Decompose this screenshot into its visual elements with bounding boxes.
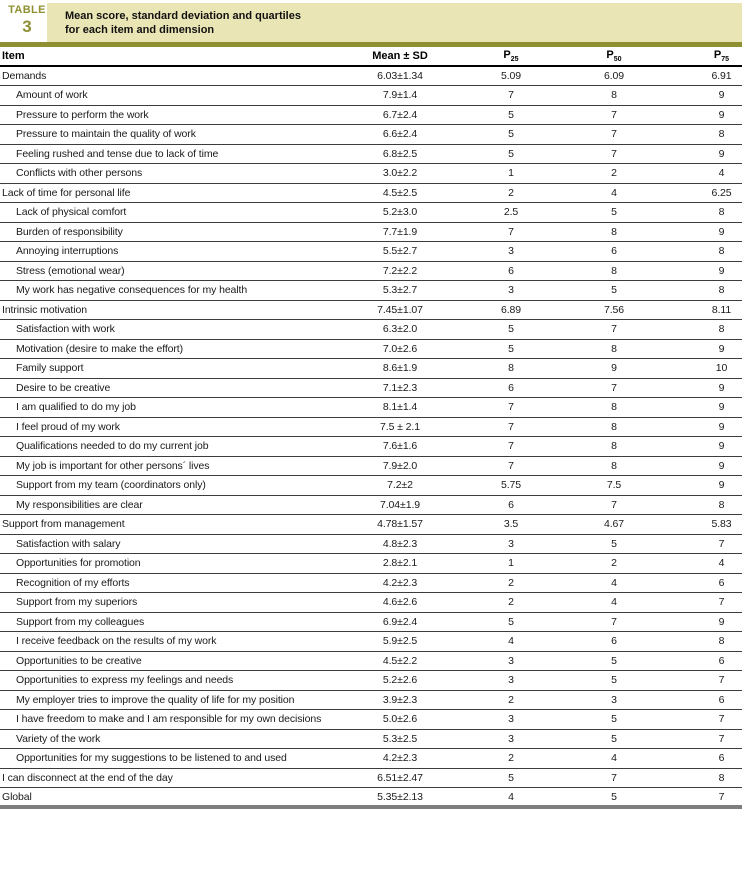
table-row — [0, 359, 742, 379]
p75-value: 9 — [661, 456, 742, 476]
mean-sd-value: 7.5 ± 2.1 — [345, 417, 455, 437]
table-row — [0, 690, 742, 710]
p25-value: 7 — [455, 456, 567, 476]
mean-sd-value: 4.6±2.6 — [345, 593, 455, 613]
item-label: Amount of work — [0, 86, 345, 106]
p75-value: 7 — [661, 534, 742, 554]
item-label: Support from management — [0, 515, 345, 535]
p75-value: 9 — [661, 86, 742, 106]
p25-value: 2 — [455, 749, 567, 769]
item-label: I am qualified to do my job — [0, 398, 345, 418]
mean-sd-value: 7.7±1.9 — [345, 222, 455, 242]
table-row — [0, 300, 742, 320]
table-body — [0, 66, 742, 807]
table-row — [0, 554, 742, 574]
stats-table — [0, 47, 742, 809]
table-title-line1: Mean score, standard deviation and quartiles — [65, 10, 301, 22]
p25-value: 7 — [455, 86, 567, 106]
table-row — [0, 573, 742, 593]
table-row — [0, 437, 742, 457]
table-row — [0, 729, 742, 749]
p25-value: 7 — [455, 437, 567, 457]
table-row — [0, 144, 742, 164]
item-label: Global — [2, 790, 32, 803]
col-header-p75 — [661, 47, 742, 66]
p75-value: 10 — [661, 359, 742, 379]
p75-value: 8 — [661, 125, 742, 145]
p75-value: 7 — [661, 729, 742, 749]
p75-sub: 75 — [721, 56, 730, 64]
item-label: I can disconnect at the end of the day — [0, 768, 345, 788]
table-row — [0, 476, 742, 496]
p50-value: 8 — [567, 398, 661, 418]
p50-value: 7 — [567, 125, 661, 145]
item-label: Intrinsic motivation — [0, 300, 345, 320]
table-row — [0, 125, 742, 145]
table-row — [0, 671, 742, 691]
p50-value: 7 — [567, 378, 661, 398]
table-row — [0, 651, 742, 671]
title-band — [47, 3, 742, 42]
mean-sd-value: 5.9±2.5 — [345, 632, 455, 652]
p50-value: 8 — [567, 456, 661, 476]
item-label: Opportunities for promotion — [0, 554, 345, 574]
p50-value: 7 — [567, 320, 661, 340]
p75-value: 8 — [661, 203, 742, 223]
mean-sd-value: 7.1±2.3 — [345, 378, 455, 398]
item-label: Satisfaction with salary — [0, 534, 345, 554]
p75-value: 8 — [661, 242, 742, 262]
item-label: Stress (emotional wear) — [0, 261, 345, 281]
p50-value: 4 — [567, 183, 661, 203]
p50-value: 6.09 — [567, 66, 661, 86]
table-row — [0, 281, 742, 301]
mean-sd-value: 6.3±2.0 — [345, 320, 455, 340]
p75-value: 8 — [661, 632, 742, 652]
mean-sd-value: 5.3±2.5 — [345, 729, 455, 749]
p50-value: 5 — [567, 710, 661, 730]
item-label: Motivation (desire to make the effort) — [0, 339, 345, 359]
mean-sd-value: 6.7±2.4 — [345, 105, 455, 125]
column-header-row — [0, 47, 742, 66]
item-label: My responsibilities are clear — [0, 495, 345, 515]
p25-value: 7 — [455, 222, 567, 242]
table-row — [0, 632, 742, 652]
p25-value: 7 — [455, 398, 567, 418]
p25-value: 5 — [455, 144, 567, 164]
item-label: My work has negative consequences for my health — [0, 281, 345, 301]
p75-value: 4 — [661, 554, 742, 574]
table-row — [0, 593, 742, 613]
mean-sd-value: 5.2±2.6 — [345, 671, 455, 691]
table-label: TABLE — [8, 4, 46, 16]
p75-value: 9 — [661, 222, 742, 242]
p25-value: 3 — [455, 671, 567, 691]
p75-value: 8 — [661, 320, 742, 340]
p75-value: 9 — [661, 476, 742, 496]
p75-value: 9 — [661, 144, 742, 164]
mean-sd-value: 5.35±2.13 — [377, 790, 423, 803]
item-label: Support from my team (coordinators only) — [0, 476, 345, 496]
p75-value: 8 — [661, 281, 742, 301]
col-header-p25 — [455, 47, 567, 66]
table-row — [0, 203, 742, 223]
mean-sd-value: 7.2±2 — [345, 476, 455, 496]
mean-sd-value: 4.5±2.2 — [345, 651, 455, 671]
p50-sub: 50 — [613, 56, 622, 64]
p50-value: 4 — [567, 593, 661, 613]
p25-value: 2 — [455, 573, 567, 593]
item-label: Recognition of my efforts — [0, 573, 345, 593]
p75-value: 7 — [661, 710, 742, 730]
p50-value: 4 — [567, 573, 661, 593]
mean-sd-value: 7.45±1.07 — [345, 300, 455, 320]
table-row — [0, 378, 742, 398]
p25-value: 3 — [455, 710, 567, 730]
table-row — [0, 242, 742, 262]
p25-value: 2 — [455, 593, 567, 613]
p75-value: 7 — [718, 790, 725, 803]
p25-value: 5 — [455, 339, 567, 359]
item-label: Opportunities to express my feelings and needs — [0, 671, 345, 691]
item-label: Burden of responsibility — [0, 222, 345, 242]
mean-sd-value: 7.6±1.6 — [345, 437, 455, 457]
mean-sd-value: 7.2±2.2 — [345, 261, 455, 281]
p50-value: 5 — [567, 651, 661, 671]
item-label: Variety of the work — [0, 729, 345, 749]
item-label: Lack of physical comfort — [0, 203, 345, 223]
p25-value: 8 — [455, 359, 567, 379]
table-row — [0, 417, 742, 437]
table-row — [0, 183, 742, 203]
table-row — [0, 222, 742, 242]
table-row — [0, 105, 742, 125]
p25-value: 5 — [455, 768, 567, 788]
table-row — [0, 320, 742, 340]
table-row — [0, 515, 742, 535]
item-label: Support from my colleagues — [0, 612, 345, 632]
p50-value: 3 — [567, 690, 661, 710]
mean-sd-value: 6.8±2.5 — [345, 144, 455, 164]
mean-sd-value: 5.0±2.6 — [345, 710, 455, 730]
table-row — [0, 164, 742, 184]
table-row — [0, 456, 742, 476]
table-row — [0, 66, 742, 86]
table-row — [0, 398, 742, 418]
p50-base: P — [606, 48, 614, 61]
p75-value: 8 — [661, 495, 742, 515]
item-label: Pressure to perform the work — [0, 105, 345, 125]
mean-sd-value: 4.8±2.3 — [345, 534, 455, 554]
item-label: Opportunities for my suggestions to be listened to and used — [0, 749, 345, 769]
mean-sd-value: 4.78±1.57 — [345, 515, 455, 535]
item-label: Conflicts with other persons — [0, 164, 345, 184]
p75-value: 6 — [661, 749, 742, 769]
p50-value: 6 — [567, 242, 661, 262]
p50-value: 4.67 — [567, 515, 661, 535]
p75-value: 7 — [661, 593, 742, 613]
item-label: Family support — [0, 359, 345, 379]
p75-value: 9 — [661, 612, 742, 632]
col-header-mean-sd: Mean ± SD — [345, 47, 455, 66]
mean-sd-value: 6.51±2.47 — [345, 768, 455, 788]
p75-value: 6 — [661, 690, 742, 710]
p75-value: 9 — [661, 437, 742, 457]
item-label: I receive feedback on the results of my work — [0, 632, 345, 652]
p75-base: P — [713, 48, 722, 61]
p25-value: 6.89 — [455, 300, 567, 320]
p25-value: 5 — [455, 125, 567, 145]
p25-value: 3 — [455, 242, 567, 262]
p50-value: 8 — [567, 261, 661, 281]
p75-value: 5.83 — [661, 515, 742, 535]
p50-value: 5 — [567, 281, 661, 301]
mean-sd-value: 4.2±2.3 — [345, 573, 455, 593]
p75-value: 9 — [661, 339, 742, 359]
table-row — [0, 749, 742, 769]
p75-value: 6 — [661, 573, 742, 593]
item-label: My employer tries to improve the quality of life for my position — [0, 690, 345, 710]
p25-value: 5.75 — [455, 476, 567, 496]
p50-value: 7.56 — [567, 300, 661, 320]
p25-value: 7 — [455, 417, 567, 437]
table-header — [0, 0, 751, 47]
mean-sd-value: 7.0±2.6 — [345, 339, 455, 359]
table-number: 3 — [22, 17, 32, 36]
p50-value: 9 — [567, 359, 661, 379]
p25-value: 2 — [455, 183, 567, 203]
item-label: Demands — [0, 66, 345, 86]
table-row — [0, 495, 742, 515]
p50-value: 7 — [567, 144, 661, 164]
p50-value: 7 — [567, 495, 661, 515]
p50-value: 8 — [567, 86, 661, 106]
p75-value: 4 — [661, 164, 742, 184]
p50-value: 7 — [567, 105, 661, 125]
table-row — [0, 788, 742, 808]
table-row — [0, 534, 742, 554]
p25-value: 4 — [455, 632, 567, 652]
p75-value: 6.91 — [661, 66, 742, 86]
p25-value: 6 — [455, 495, 567, 515]
p50-value: 5 — [567, 534, 661, 554]
item-label: Desire to be creative — [0, 378, 345, 398]
mean-sd-value: 6.9±2.4 — [345, 612, 455, 632]
mean-sd-value: 4.5±2.5 — [345, 183, 455, 203]
mean-sd-value: 7.9±2.0 — [345, 456, 455, 476]
p50-value: 7 — [567, 612, 661, 632]
p75-value: 6.25 — [661, 183, 742, 203]
p75-value: 8.11 — [661, 300, 742, 320]
table-title — [47, 3, 742, 37]
p25-value: 5 — [455, 320, 567, 340]
table-row — [0, 86, 742, 106]
item-label: Support from my superiors — [0, 593, 345, 613]
mean-sd-value: 4.2±2.3 — [345, 749, 455, 769]
table-row — [0, 339, 742, 359]
p50-value: 7.5 — [567, 476, 661, 496]
item-label: My job is important for other persons´ lives — [0, 456, 345, 476]
mean-sd-value: 7.9±1.4 — [345, 86, 455, 106]
p50-value: 6 — [567, 632, 661, 652]
mean-sd-value: 5.2±3.0 — [345, 203, 455, 223]
p25-value: 1 — [455, 554, 567, 574]
p50-value: 8 — [567, 339, 661, 359]
item-label: I have freedom to make and I am responsible for my own decisions — [0, 710, 345, 730]
mean-sd-value: 7.04±1.9 — [345, 495, 455, 515]
mean-sd-value: 5.5±2.7 — [345, 242, 455, 262]
mean-sd-value: 8.1±1.4 — [345, 398, 455, 418]
mean-sd-value: 5.3±2.7 — [345, 281, 455, 301]
p25-value: 3 — [455, 651, 567, 671]
item-label: Opportunities to be creative — [0, 651, 345, 671]
p50-value: 5 — [611, 790, 617, 803]
p25-value: 2.5 — [455, 203, 567, 223]
p25-value: 2 — [455, 690, 567, 710]
table-row — [0, 768, 742, 788]
table-head — [0, 47, 742, 66]
p50-value: 8 — [567, 417, 661, 437]
p50-value: 2 — [567, 164, 661, 184]
p75-value: 6 — [661, 651, 742, 671]
table-title-line2: for each item and dimension — [65, 24, 215, 36]
mean-sd-value: 6.6±2.4 — [345, 125, 455, 145]
p50-value: 5 — [567, 203, 661, 223]
p25-value: 6 — [455, 261, 567, 281]
mean-sd-value: 3.0±2.2 — [345, 164, 455, 184]
p50-value: 8 — [567, 222, 661, 242]
p25-value: 5 — [455, 612, 567, 632]
p50-value: 7 — [567, 768, 661, 788]
p25-value: 5 — [455, 105, 567, 125]
table-row — [0, 710, 742, 730]
p75-value: 9 — [661, 261, 742, 281]
p25-value: 3.5 — [455, 515, 567, 535]
item-label: Annoying interruptions — [0, 242, 345, 262]
table-label-block — [7, 4, 47, 35]
p25-value: 4 — [508, 790, 514, 803]
item-label: Feeling rushed and tense due to lack of time — [0, 144, 345, 164]
mean-sd-value: 2.8±2.1 — [345, 554, 455, 574]
item-label: Qualifications needed to do my current job — [0, 437, 345, 457]
p75-value: 9 — [661, 398, 742, 418]
p25-value: 3 — [455, 281, 567, 301]
p75-value: 8 — [661, 768, 742, 788]
p50-value: 8 — [567, 437, 661, 457]
p25-value: 1 — [455, 164, 567, 184]
p75-value: 9 — [661, 417, 742, 437]
item-label: I feel proud of my work — [0, 417, 345, 437]
p25-value: 5.09 — [455, 66, 567, 86]
table-row — [0, 612, 742, 632]
p25-value: 3 — [455, 534, 567, 554]
item-label: Satisfaction with work — [0, 320, 345, 340]
p50-value: 5 — [567, 729, 661, 749]
p75-value: 9 — [661, 105, 742, 125]
p75-value: 7 — [661, 671, 742, 691]
p75-value: 9 — [661, 378, 742, 398]
item-label: Lack of time for personal life — [0, 183, 345, 203]
table-row — [0, 261, 742, 281]
col-header-item: Item — [0, 47, 345, 66]
mean-sd-value: 8.6±1.9 — [345, 359, 455, 379]
p25-value: 6 — [455, 378, 567, 398]
item-label: Pressure to maintain the quality of work — [0, 125, 345, 145]
accent-bar — [0, 42, 742, 47]
p50-value: 4 — [567, 749, 661, 769]
col-header-p50 — [567, 47, 661, 66]
p50-value: 5 — [567, 671, 661, 691]
mean-sd-value: 3.9±2.3 — [345, 690, 455, 710]
p25-value: 3 — [455, 729, 567, 749]
mean-sd-value: 6.03±1.34 — [345, 66, 455, 86]
p25-base: P — [503, 48, 511, 61]
p25-sub: 25 — [510, 56, 519, 64]
p50-value: 2 — [567, 554, 661, 574]
